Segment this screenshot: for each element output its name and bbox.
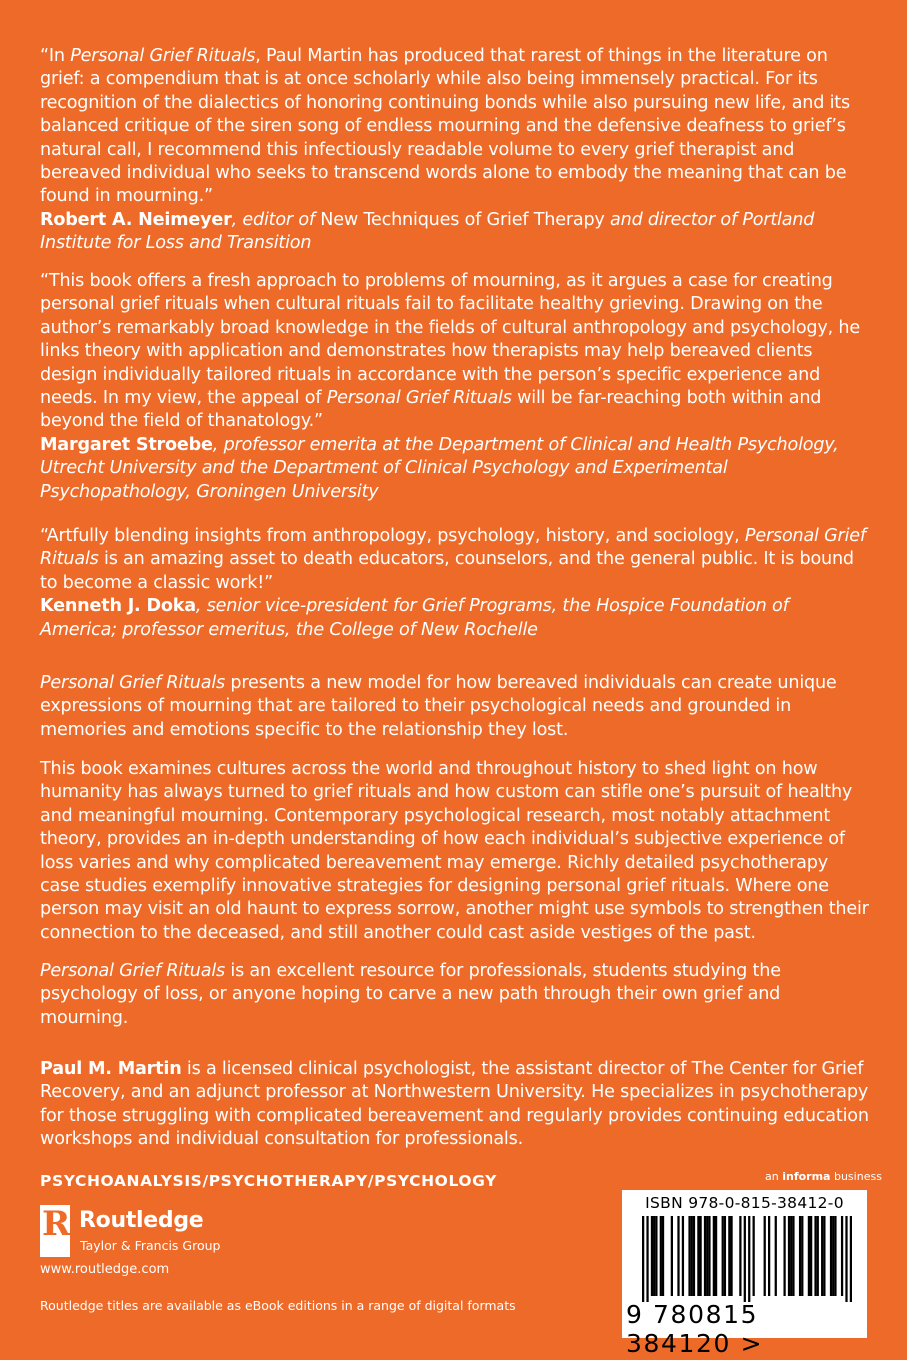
endorsement-quote-2 (40, 270, 870, 504)
subject-category: PSYCHOANALYSIS/PSYCHOTHERAPY/PSYCHOLOGY (40, 1172, 497, 1190)
barcode-bar (788, 1216, 790, 1296)
barcode-bar (662, 1216, 664, 1296)
isbn-label: ISBN 978-0-815-38412-0 (645, 1194, 844, 1212)
quote-author: Robert A. Neimeyer (40, 209, 232, 230)
quote-attribution: Kenneth J. Doka, senior vice-president for Grief Programs, the Hospice Foundation of America; professor emeritus, the College of New Rochelle (40, 596, 789, 640)
barcode-bar (655, 1216, 657, 1296)
publisher-name: Routledge (79, 1208, 204, 1233)
barcode-bar (817, 1216, 819, 1296)
author-name: Paul M. Martin (40, 1059, 182, 1079)
book-title-italic: Personal Grief Rituals (70, 46, 256, 66)
barcode-bar (775, 1216, 777, 1296)
barcode-bar (799, 1216, 801, 1296)
barcode-bar (724, 1216, 726, 1296)
publisher-group: Taylor & Francis Group (80, 1238, 221, 1253)
barcode-bar (823, 1216, 825, 1296)
endorsement-quote-1 (40, 45, 870, 256)
barcode-bar (660, 1216, 662, 1296)
barcode-bar (642, 1216, 644, 1302)
endorsement-quote-3 (40, 525, 870, 642)
barcode-bar (715, 1216, 717, 1296)
barcode-bar (691, 1216, 693, 1296)
barcode-bar (792, 1216, 794, 1296)
barcode-bar (653, 1216, 655, 1296)
ebook-note: Routledge titles are available as eBook editions in a range of digital formats (40, 1298, 516, 1313)
book-title-italic: Personal Grief Rituals (40, 673, 225, 693)
book-title-italic: Personal Grief Rituals (40, 961, 225, 981)
barcode-bar (830, 1216, 832, 1296)
barcode-bar (706, 1216, 708, 1296)
barcode-digits: 9 780815 384120 > (626, 1300, 764, 1358)
barcode-bar (697, 1216, 699, 1296)
barcode-bar (651, 1216, 653, 1296)
quote-attribution: Robert A. Neimeyer, editor of New Techniques of Grief Therapy and director of Portland Institute for Loss and Transition (40, 209, 815, 254)
barcode-bar (768, 1216, 770, 1296)
book-title-italic: Personal Grief Rituals (40, 526, 866, 570)
barcode-bar (722, 1216, 724, 1296)
author-bio: Paul M. Martin is a licensed clinical psychologist, the assistant director of The Center for Grief Recovery, and an adjunct professor at Northwestern University. He specializes in psychotherapy for those struggling with complicated bereavement and regularly provides continuing education workshops and individual consultation for professionals. (40, 1059, 869, 1150)
barcode-bar (739, 1216, 741, 1296)
barcode-bar (693, 1216, 695, 1296)
barcode-bar (821, 1216, 823, 1296)
barcode-icon (642, 1216, 852, 1302)
barcode-bar (699, 1216, 701, 1296)
barcode-bar (801, 1216, 803, 1296)
quote-attribution: Margaret Stroebe, professor emerita at the Department of Clinical and Health Psychology, Utrecht University and the Department of Clinical Psychology and Experimental Psychopathology, Groningen University (40, 434, 839, 502)
barcode-bar (728, 1216, 730, 1296)
description-paragraph-3: Personal Grief Rituals is an excellent resource for professionals, students studying the psychology of loss, or anyone hoping to carve a new path through their own grief and mourning. (40, 961, 781, 1028)
barcode-bar (748, 1216, 750, 1302)
barcode-bar (708, 1216, 710, 1296)
barcode-bar (753, 1216, 755, 1296)
quote-text: “This book offers a fresh approach to problems of mourning, as it argues a case for creating personal grief rituals when cultural rituals fail to facilitate healthy grieving. Drawing on the author’s remarkably broad knowledge in the fields of cultural anthropology and psychology, he links theory with application and demonstrates how therapists may help bereaved clients design individually tailored rituals in accordance with the person’s specific experience and needs. In my view, the appeal of Personal Grief Rituals will be far-reaching both within and beyond the field of thanatology.” (40, 271, 860, 432)
barcode-bar (814, 1216, 816, 1296)
book-title-italic: Personal Grief Rituals (326, 388, 512, 409)
barcode-bar (808, 1216, 810, 1296)
barcode-bar (730, 1216, 732, 1296)
barcode-bar (646, 1216, 648, 1302)
description-paragraph-2: This book examines cultures across the world and throughout history to shed light on how humanity has always turned to grief rituals and how custom can stifle one’s pursuit of healthy and meaningful mourning. Contemporary psychological research, most notably attachment theory, provides an in-depth understanding of how each individual’s subjective experience of loss varies and why complicated bereavement may emerge. Richly detailed psychotherapy case studies exemplify innovative strategies for designing personal grief rituals. Where one person may visit an old haunt to express sorrow, another might use symbols to strengthen their connection to the deceased, and still another could cast aside vestiges of the past. (40, 759, 869, 943)
barcode-bar (790, 1216, 792, 1296)
barcode-bar (845, 1216, 847, 1302)
quote-text: “Artfully blending insights from anthropology, psychology, history, and sociology, Personal Grief Rituals is an amazing asset to death educators, counselors, and the general public. It is bound to become a classic work!” (40, 526, 866, 593)
barcode-bar (744, 1216, 746, 1302)
barcode-bar (850, 1216, 852, 1302)
quote-author: Kenneth J. Doka (40, 596, 196, 617)
barcode-bar (704, 1216, 706, 1296)
barcode-bar (671, 1216, 673, 1296)
routledge-logo (31, 1198, 240, 1257)
barcode-bar (688, 1216, 690, 1296)
description-paragraph-1: Personal Grief Rituals presents a new model for how bereaved individuals can create unique expressions of mourning that are tailored to their psychological needs and grounded in memories and emotions specific to the relationship they lost. (40, 673, 837, 740)
barcode-bar (841, 1216, 843, 1296)
barcode-bar (834, 1216, 836, 1296)
isbn-barcode (622, 1190, 867, 1358)
barcode-bar (677, 1216, 679, 1296)
barcode-bar (783, 1216, 785, 1296)
routledge-logo-icon: R ROUTLEDGE (40, 1205, 70, 1257)
barcode-bar (810, 1216, 812, 1296)
barcode-bar (713, 1216, 715, 1296)
informa-tagline: an informa business (765, 1170, 882, 1183)
quote-text: “In Personal Grief Rituals, Paul Martin has produced that rarest of things in the literature on grief: a compendium that is at once scholarly while also being immensely practical. For its recognition of the dialectics of honoring continuing bonds while also pursuing new life, and its balanced critique of the siren song of endless mourning and the defensive deafness to grief’s natural call, I recommend this infectiously readable volume to every grief therapist and bereaved individual who seeks to transcend words alone to embody the meaning that can be found in mourning.” (40, 46, 850, 207)
quote-author: Margaret Stroebe (40, 434, 213, 455)
barcode-bar (682, 1216, 684, 1296)
publisher-url: www.routledge.com (40, 1262, 170, 1277)
barcode-bar (832, 1216, 834, 1296)
barcode-bar (764, 1216, 766, 1296)
